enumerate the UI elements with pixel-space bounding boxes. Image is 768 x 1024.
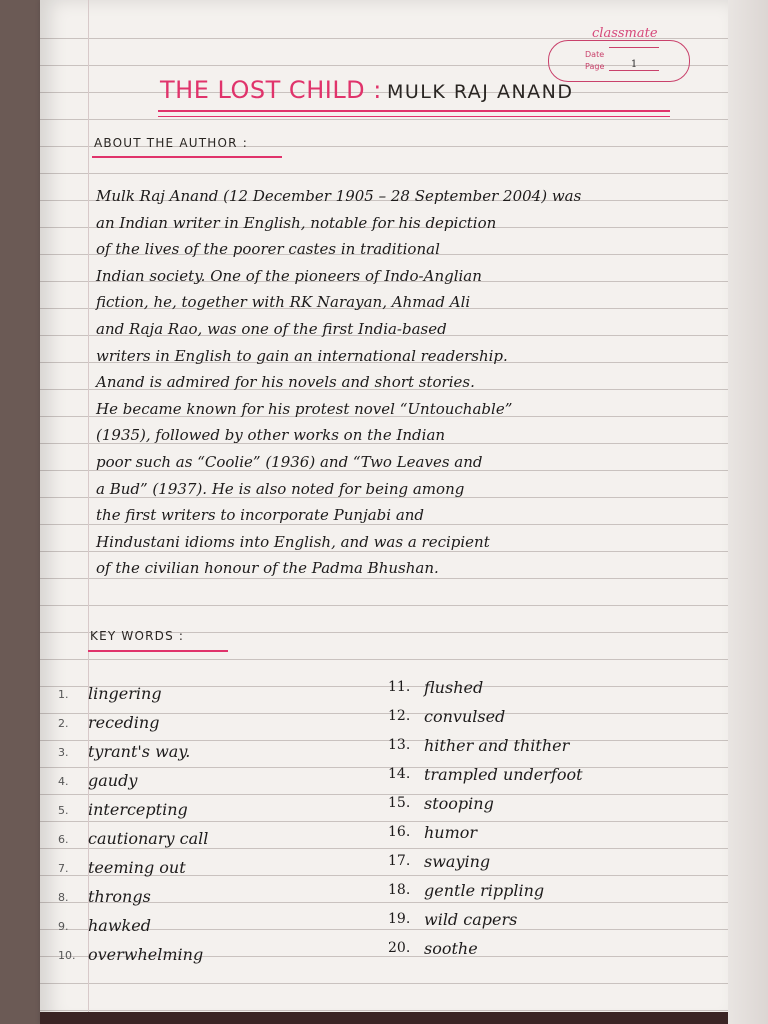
- keyword-number: 16.: [388, 824, 411, 840]
- keywords-heading: KEY WORDS :: [90, 629, 185, 643]
- keyword-number: 8.: [58, 891, 69, 904]
- keyword-item: humor: [424, 823, 478, 842]
- keyword-number: 9.: [58, 920, 69, 933]
- keyword-item: hawked: [88, 916, 151, 935]
- keyword-number: 3.: [58, 746, 69, 759]
- page-edge: [728, 0, 768, 1024]
- title-underline-thin: [158, 116, 670, 117]
- page-label: Page: [585, 62, 605, 71]
- keyword-item: overwhelming: [88, 945, 204, 964]
- keyword-number: 20.: [388, 940, 411, 956]
- keyword-number: 4.: [58, 775, 69, 788]
- keyword-item: stooping: [424, 794, 494, 813]
- keyword-number: 12.: [388, 708, 411, 724]
- keyword-item: gentle rippling: [424, 881, 545, 900]
- keyword-item: intercepting: [88, 800, 188, 819]
- date-label: Date: [585, 50, 605, 59]
- keyword-item: swaying: [424, 852, 491, 871]
- keyword-item: gaudy: [88, 771, 138, 790]
- title-author: MULK RAJ ANAND: [386, 81, 574, 103]
- keyword-item: cautionary call: [88, 829, 209, 848]
- about-line: and Raja Rao, was one of the first India-based: [96, 319, 447, 338]
- keyword-number: 15.: [388, 795, 411, 811]
- keyword-number: 10.: [58, 949, 76, 962]
- keyword-item: flushed: [424, 678, 484, 697]
- about-line: Anand is admired for his novels and short stories.: [96, 373, 475, 392]
- keyword-item: lingering: [88, 684, 162, 703]
- keyword-number: 17.: [388, 853, 411, 869]
- keyword-number: 13.: [388, 737, 411, 753]
- brand-logo: classmate: [592, 26, 658, 41]
- keyword-item: wild capers: [424, 910, 518, 929]
- keyword-number: 6.: [58, 833, 69, 846]
- about-line: (1935), followed by other works on the Indian: [96, 426, 446, 445]
- keyword-item: trampled underfoot: [424, 765, 583, 784]
- keyword-number: 19.: [388, 911, 411, 927]
- about-line: fiction, he, together with RK Narayan, Ahmad Ali: [96, 293, 471, 312]
- keyword-number: 5.: [58, 804, 69, 817]
- keyword-number: 11.: [388, 679, 411, 695]
- keyword-number: 7.: [58, 862, 69, 875]
- keyword-item: tyrant's way.: [88, 742, 191, 761]
- about-heading: ABOUT THE AUTHOR :: [94, 136, 248, 150]
- keywords-heading-underline: [88, 650, 228, 652]
- about-paragraph: [96, 183, 716, 582]
- about-line: a Bud” (1937). He is also noted for being among: [96, 479, 465, 498]
- about-heading-underline: [92, 156, 282, 158]
- page-number: 1: [609, 59, 659, 71]
- about-line: Indian society. One of the pioneers of Indo-Anglian: [96, 266, 482, 285]
- about-line: Hindustani idioms into English, and was a recipient: [96, 532, 490, 551]
- keyword-item: soothe: [424, 939, 478, 958]
- background-surface: [40, 1012, 728, 1024]
- about-line: Mulk Raj Anand (12 December 1905 – 28 September 2004) was: [96, 187, 582, 205]
- about-line: writers in English to gain an international readership.: [96, 346, 508, 365]
- keyword-item: throngs: [88, 887, 151, 906]
- about-line: poor such as “Coolie” (1936) and “Two Leaves and: [96, 452, 483, 471]
- about-line: the first writers to incorporate Punjabi and: [96, 506, 425, 525]
- keyword-number: 14.: [388, 766, 411, 782]
- about-line: of the civilian honour of the Padma Bhushan.: [96, 559, 439, 578]
- keyword-item: convulsed: [424, 707, 506, 726]
- keyword-item: receding: [88, 713, 160, 732]
- page-title: [160, 76, 680, 104]
- date-value: [609, 47, 659, 48]
- about-line: an Indian writer in English, notable for his depiction: [96, 213, 497, 232]
- title-underline: [158, 110, 670, 112]
- keyword-item: teeming out: [88, 858, 186, 877]
- title-main: THE LOST CHILD :: [160, 76, 382, 104]
- keyword-number: 2.: [58, 717, 69, 730]
- keyword-item: hither and thither: [424, 736, 570, 755]
- about-line: He became known for his protest novel “Untouchable”: [96, 399, 513, 418]
- about-line: of the lives of the poorer castes in traditional: [96, 240, 440, 259]
- keyword-number: 18.: [388, 882, 411, 898]
- keyword-number: 1.: [58, 688, 69, 701]
